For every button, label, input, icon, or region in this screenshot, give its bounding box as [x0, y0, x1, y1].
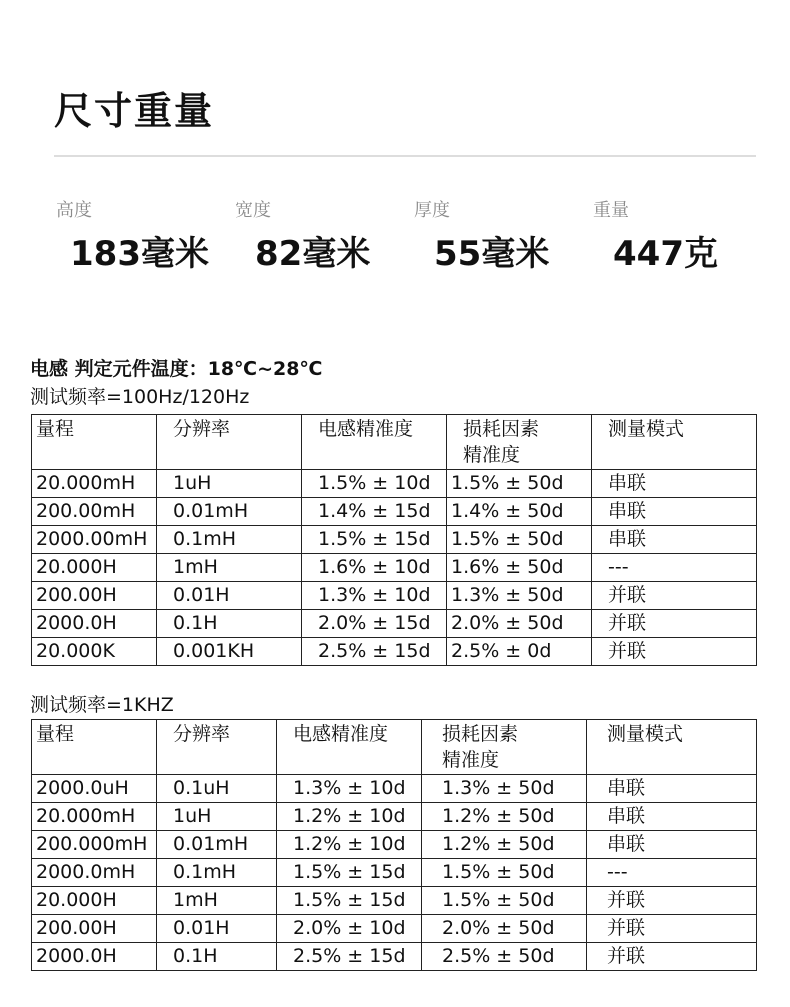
table-cell: 1uH [157, 470, 302, 498]
table-cell: 2000.0H [32, 610, 157, 638]
table-cell: 2000.0uH [32, 775, 157, 803]
spec-width [235, 196, 370, 275]
table-cell: 20.000K [32, 638, 157, 666]
table-cell: 1.5% ± 50d [447, 470, 592, 498]
spec-depth [414, 196, 549, 275]
spec-label: 高度 [56, 200, 92, 221]
spec-value: 82毫米 [255, 234, 371, 274]
table-cell: 1.2% ± 10d [277, 803, 422, 831]
table-cell: --- [587, 859, 757, 887]
table-cell: 1.5% ± 15d [277, 859, 422, 887]
table-row [32, 859, 757, 887]
table-cell: 1.5% ± 15d [302, 526, 447, 554]
table-cell: --- [592, 554, 757, 582]
table-cell: 2.0% ± 50d [422, 915, 587, 943]
header-resolution: 分辨率 [157, 720, 277, 775]
inductance-heading: 电感 判定元件温度：18℃~28℃ [30, 358, 323, 380]
table-cell: 1.5% ± 50d [422, 887, 587, 915]
table-row [32, 582, 757, 610]
table-row [32, 887, 757, 915]
table-cell: 串联 [592, 470, 757, 498]
table-cell: 2.0% ± 10d [277, 915, 422, 943]
table-cell: 20.000H [32, 887, 157, 915]
table-cell: 1.2% ± 50d [422, 831, 587, 859]
spec-label: 重量 [593, 200, 629, 221]
table-cell: 1.3% ± 50d [422, 775, 587, 803]
table-cell: 200.00mH [32, 498, 157, 526]
page-title: 尺寸重量 [54, 89, 215, 133]
table-cell: 2000.00mH [32, 526, 157, 554]
table-cell: 串联 [592, 498, 757, 526]
spec-value: 55毫米 [434, 234, 550, 274]
table-cell: 2000.0mH [32, 859, 157, 887]
table-cell: 1.6% ± 50d [447, 554, 592, 582]
header-loss-accuracy: 损耗因素 精准度 [422, 720, 587, 775]
table-cell: 2.0% ± 15d [302, 610, 447, 638]
table-cell: 1.2% ± 10d [277, 831, 422, 859]
divider [54, 155, 756, 157]
table-cell: 1.2% ± 50d [422, 803, 587, 831]
table-row [32, 775, 757, 803]
table-cell: 并联 [587, 943, 757, 971]
spec-label: 厚度 [414, 200, 450, 221]
table-cell: 2.0% ± 50d [447, 610, 592, 638]
table-cell: 0.1H [157, 943, 277, 971]
table-cell: 并联 [592, 610, 757, 638]
table-cell: 1.4% ± 50d [447, 498, 592, 526]
spec-value: 183毫米 [70, 234, 209, 274]
table-cell: 1.3% ± 10d [302, 582, 447, 610]
header-range: 量程 [32, 720, 157, 775]
table-cell: 串联 [592, 526, 757, 554]
table-cell: 200.00H [32, 582, 157, 610]
table-cell: 并联 [587, 915, 757, 943]
table-row [32, 498, 757, 526]
table-cell: 串联 [587, 775, 757, 803]
table-cell: 200.00H [32, 915, 157, 943]
table-cell: 2.5% ± 15d [277, 943, 422, 971]
table-cell: 1.5% ± 10d [302, 470, 447, 498]
inductance-table-2 [31, 719, 757, 971]
table-cell: 2.5% ± 0d [447, 638, 592, 666]
header-resolution: 分辨率 [157, 415, 302, 470]
table-cell: 1uH [157, 803, 277, 831]
table-cell: 并联 [592, 638, 757, 666]
table-cell: 0.1mH [157, 526, 302, 554]
table-cell: 1mH [157, 887, 277, 915]
table-row [32, 638, 757, 666]
table-cell: 1.3% ± 10d [277, 775, 422, 803]
table-cell: 0.1uH [157, 775, 277, 803]
test-frequency-1: 测试频率=100Hz/120Hz [30, 386, 250, 408]
spec-value: 447克 [613, 234, 718, 274]
table-cell: 1.6% ± 10d [302, 554, 447, 582]
table-row [32, 526, 757, 554]
table-cell: 20.000H [32, 554, 157, 582]
header-accuracy: 电感精准度 [277, 720, 422, 775]
table-cell: 200.000mH [32, 831, 157, 859]
table-cell: 1mH [157, 554, 302, 582]
header-mode: 测量模式 [587, 720, 757, 775]
table-row [32, 610, 757, 638]
table-cell: 20.000mH [32, 470, 157, 498]
table-cell: 1.3% ± 50d [447, 582, 592, 610]
table-cell: 1.5% ± 50d [422, 859, 587, 887]
table-cell: 0.1mH [157, 859, 277, 887]
spec-height [56, 196, 209, 275]
table-row [32, 915, 757, 943]
table-cell: 串联 [587, 803, 757, 831]
table-cell: 0.1H [157, 610, 302, 638]
spec-label: 宽度 [235, 200, 271, 221]
table-row [32, 554, 757, 582]
table-cell: 1.4% ± 15d [302, 498, 447, 526]
table-header-row [32, 720, 757, 775]
table-cell: 0.01mH [157, 831, 277, 859]
table-header-row [32, 415, 757, 470]
test-frequency-2: 测试频率=1KHZ [30, 694, 174, 716]
header-loss-accuracy: 损耗因素 精准度 [447, 415, 592, 470]
spec-weight [593, 196, 718, 275]
table-cell: 并联 [587, 887, 757, 915]
inductance-table-1 [31, 414, 757, 666]
table-cell: 0.01H [157, 582, 302, 610]
table-row [32, 831, 757, 859]
table-row [32, 943, 757, 971]
table-row [32, 803, 757, 831]
table-cell: 串联 [587, 831, 757, 859]
table-cell: 20.000mH [32, 803, 157, 831]
header-range: 量程 [32, 415, 157, 470]
header-accuracy: 电感精准度 [302, 415, 447, 470]
table-cell: 并联 [592, 582, 757, 610]
table-cell: 0.01H [157, 915, 277, 943]
table-row [32, 470, 757, 498]
table-cell: 2.5% ± 50d [422, 943, 587, 971]
header-mode: 测量模式 [592, 415, 757, 470]
table-cell: 2000.0H [32, 943, 157, 971]
table-cell: 2.5% ± 15d [302, 638, 447, 666]
table-cell: 1.5% ± 50d [447, 526, 592, 554]
table-cell: 0.001KH [157, 638, 302, 666]
table-cell: 1.5% ± 15d [277, 887, 422, 915]
table-cell: 0.01mH [157, 498, 302, 526]
